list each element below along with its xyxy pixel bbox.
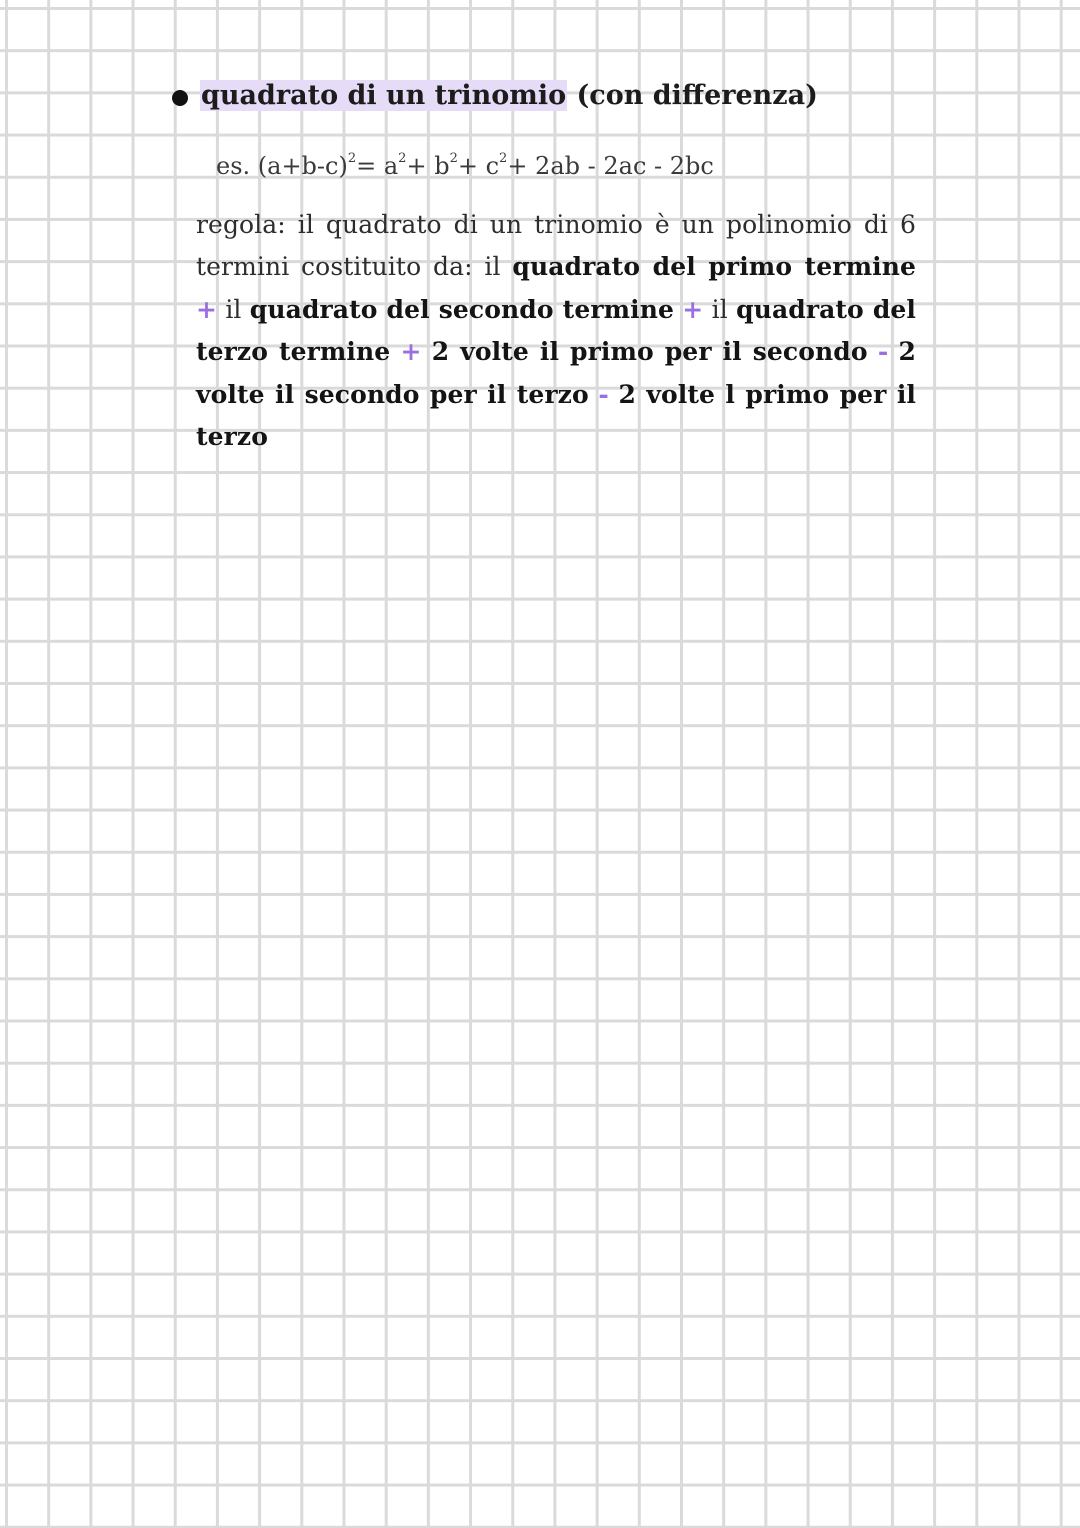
rule-bold: 2 volte l primo per il terzo	[196, 379, 917, 452]
rule-intro: regola: il quadrato di un trinomio è un polinomio di 6 termini costituito da: il	[196, 210, 916, 282]
exponent: 2	[449, 151, 458, 166]
rule-bold: 2 volte il secondo per il terzo	[196, 337, 916, 409]
section-heading	[200, 78, 818, 114]
exponent: 2	[347, 151, 357, 166]
example-term-b: + b	[406, 152, 450, 180]
example-prefix: es. (a+b-c)	[216, 152, 348, 180]
example-tail: + 2ab - 2ac - 2bc	[507, 152, 714, 180]
bullet-icon	[172, 90, 188, 106]
example-term-c: + c	[457, 152, 500, 180]
exponent: 2	[398, 151, 407, 166]
minus-operator: -	[598, 379, 609, 409]
plus-operator: +	[196, 294, 218, 324]
minus-operator: -	[877, 337, 889, 367]
plus-operator: +	[682, 294, 704, 324]
highlighted-title: quadrato di un trinomio	[201, 80, 567, 111]
example-term-a: = a	[356, 152, 399, 180]
rule-text: il	[225, 294, 242, 324]
exponent: 2	[499, 151, 508, 166]
rule-paragraph	[196, 204, 916, 458]
plus-operator: +	[400, 337, 422, 367]
title-qualifier: (con differenza)	[576, 80, 818, 111]
rule-bold: 2 volte il primo per il secondo	[431, 337, 868, 367]
rule-text: il	[711, 294, 728, 324]
example-formula	[216, 136, 714, 189]
rule-bold: quadrato del primo termine	[512, 252, 917, 282]
rule-bold: quadrato del secondo termine	[249, 294, 675, 324]
rule-bold: quadrato del terzo termine	[196, 294, 917, 367]
